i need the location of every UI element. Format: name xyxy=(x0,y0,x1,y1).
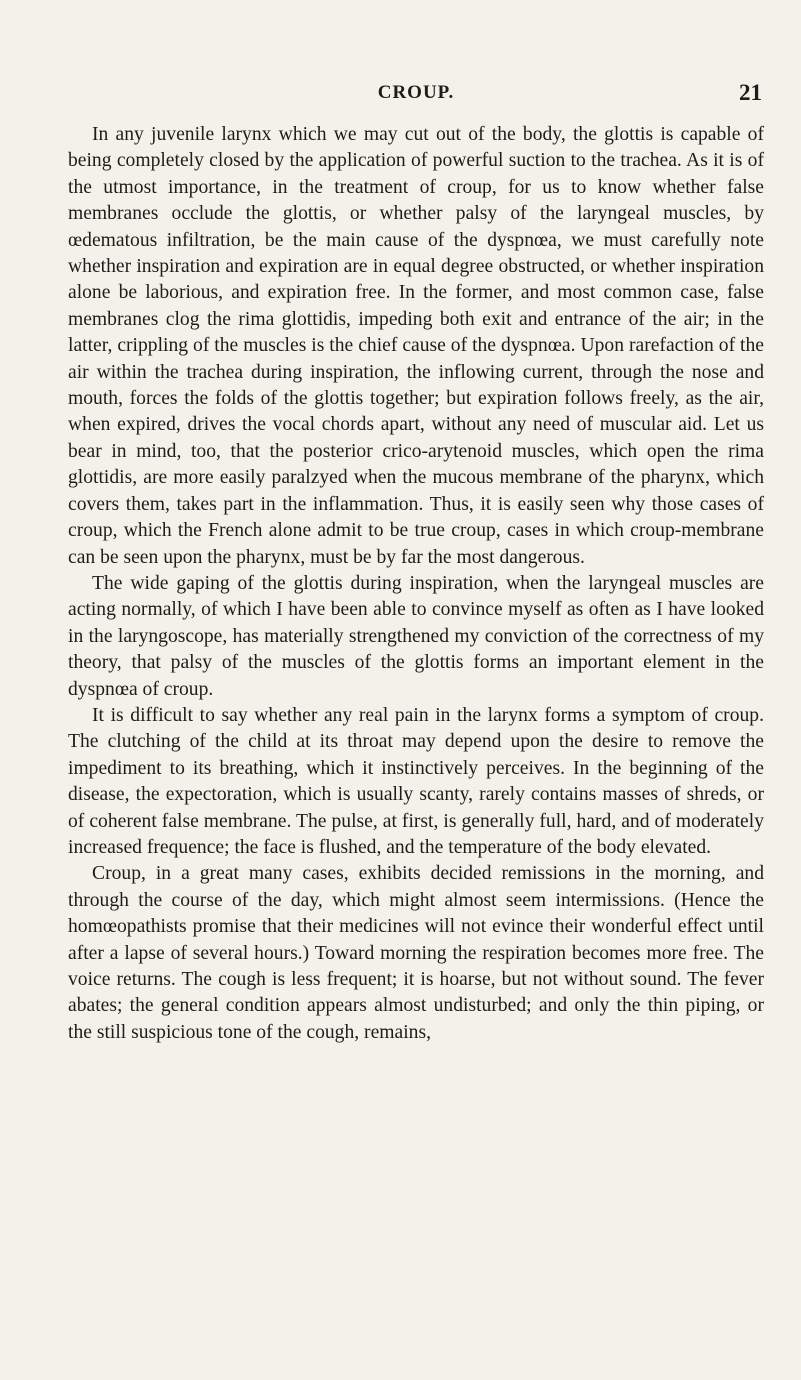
paragraph: The wide gaping of the glottis during inspiration, when the laryngeal muscles are acting normally, of which I have been able to convince myself as often as I have looked in the laryngoscope, has materially strengthened my conviction of the correctness of my theory, that palsy of the muscles of the glottis forms an important element in the dyspnœa of croup. xyxy=(68,572,764,700)
paragraph: It is difficult to say whether any real pain in the larynx forms a symptom of croup. The clutching of the child at its throat may depend upon the desire to remove the impediment to its breathing, which it instinctively perceives. In the beginning of the disease, the expectoration, which is usually scanty, rarely contains masses of shreds, or of coherent false membrane. The pulse, at first, is generally full, hard, and of moderately increased frequence; the face is flushed, and the temperature of the body elevated. xyxy=(68,704,764,858)
body-text xyxy=(68,122,764,1046)
running-header xyxy=(70,82,762,108)
page-number: 21 xyxy=(739,80,762,105)
running-title: CROUP. xyxy=(377,82,455,103)
paragraph: In any juvenile larynx which we may cut out of the body, the glottis is capable of being completely closed by the application of powerful suction to the trachea. As it is of the utmost importance, in the treatment of croup, for us to know whether false membranes occlude the glottis, or whether palsy of the laryngeal muscles, by œdematous infiltration, be the main cause of the dyspnœa, we must carefully note whether inspiration and expiration are in equal degree obstructed, or whether inspiration alone be laborious, and expiration free. In the former, and most common case, false membranes clog the rima glottidis, impeding both exit and entrance of the air; in the latter, crippling of the muscles is the chief cause of the dyspnœa. Upon rarefaction of the air within the trachea during inspiration, the inflowing current, through the nose and mouth, forces the folds of the glottis together; but expiration follows freely, as the air, when expired, drives the vocal chords apart, without any need of muscular aid. Let us bear in mind, too, that the posterior crico-arytenoid muscles, which open the rima glottidis, are more easily paralzyed when the mucous membrane of the pharynx, which covers them, takes part in the inflammation. Thus, it is easily seen why those cases of croup, which the French alone admit to be true croup, cases in which croup-membrane can be seen upon the pharynx, must be by far the most dangerous. xyxy=(68,124,764,568)
paragraph: Croup, in a great many cases, exhibits decided remissions in the morning, and through the course of the day, which might almost seem intermissions. (Hence the homœopathists promise that their medicines will not evince their wonderful effect until after a lapse of several hours.) Toward morning the respiration becomes more free. The voice returns. The cough is less frequent; it is hoarse, but not without sound. The fever abates; the general condition appears almost undisturbed; and only the thin piping, or the still suspicious tone of the cough, remains, xyxy=(68,863,764,1043)
